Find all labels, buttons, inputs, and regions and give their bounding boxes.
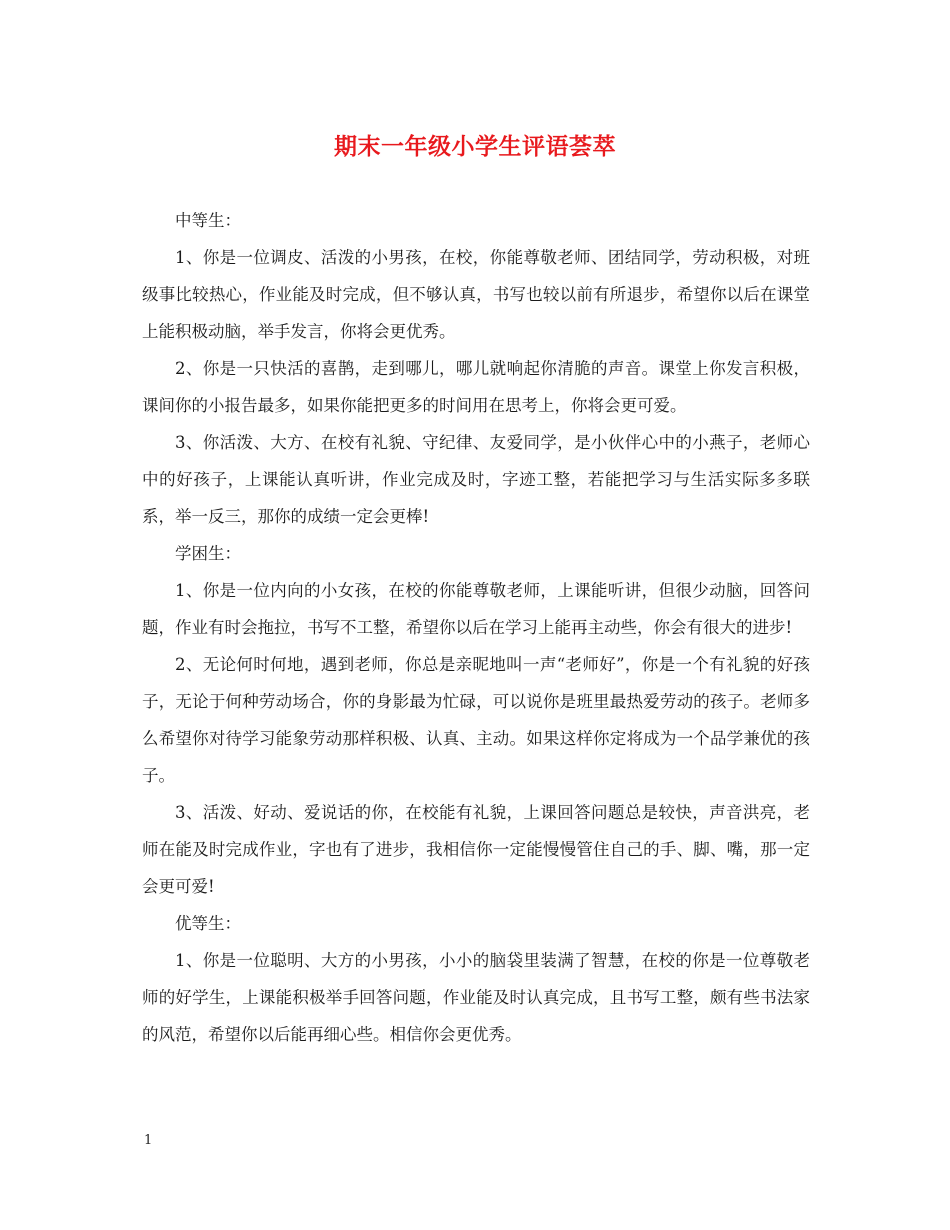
comment-paragraph: 2、无论何时何地，遇到老师，你总是亲昵地叫一声“老师好”，你是一个有礼貌的好孩子，无论于何种劳动场合，你的身影最为忙碌，可以说你是班里最热爱劳动的孩子。老师多么希望你对待学习能象劳动那样积极、认真、主动。如果这样你定将成为一个品学兼优的孩子。 [142, 655, 810, 785]
page-number: 1 [144, 1133, 153, 1148]
comment-paragraph: 1、你是一位调皮、活泼的小男孩，在校，你能尊敬老师、团结同学，劳动积极，对班级事比较热心，作业能及时完成，但不够认真，书写也较以前有所退步，希望你以后在课堂上能积极动脑，举手发言，你将会更优秀。 [142, 248, 810, 341]
section-heading-average: 中等生： [175, 211, 241, 230]
comment-paragraph: 3、活泼、好动、爱说话的你，在校能有礼貌，上课回答问题总是较快，声音洪亮，老师在能及时完成作业，字也有了进步，我相信你一定能慢慢管住自己的手、脚、嘴，那一定会更可爱! [142, 803, 810, 896]
comment-paragraph: 1、你是一位内向的小女孩，在校的你能尊敬老师，上课能听讲，但很少动脑，回答问题，作业有时会拖拉，书写不工整，希望你以后在学习上能再主动些，你会有很大的进步! [142, 581, 810, 637]
comment-paragraph: 1、你是一位聪明、大方的小男孩，小小的脑袋里装满了智慧，在校的你是一位尊敬老师的好学生，上课能积极举手回答问题，作业能及时认真完成，且书写工整，颇有些书法家的风范，希望你以后能再细心些。相信你会更优秀。 [142, 951, 810, 1044]
section-heading-struggling: 学困生： [175, 544, 241, 563]
document-title: 期末一年级小学生评语荟萃 [334, 133, 616, 160]
comment-paragraph: 3、你活泼、大方、在校有礼貌、守纪律、友爱同学，是小伙伴心中的小燕子，老师心中的好孩子，上课能认真听讲，作业完成及时，字迹工整，若能把学习与生活实际多多联系，举一反三，那你的成绩一定会更棒! [142, 433, 810, 526]
comment-paragraph: 2、你是一只快活的喜鹊，走到哪儿，哪儿就响起你清脆的声音。课堂上你发言积极，课间你的小报告最多，如果你能把更多的时间用在思考上，你将会更可爱。 [142, 359, 810, 415]
section-heading-excellent: 优等生： [175, 914, 241, 933]
document-body [142, 202, 810, 1053]
